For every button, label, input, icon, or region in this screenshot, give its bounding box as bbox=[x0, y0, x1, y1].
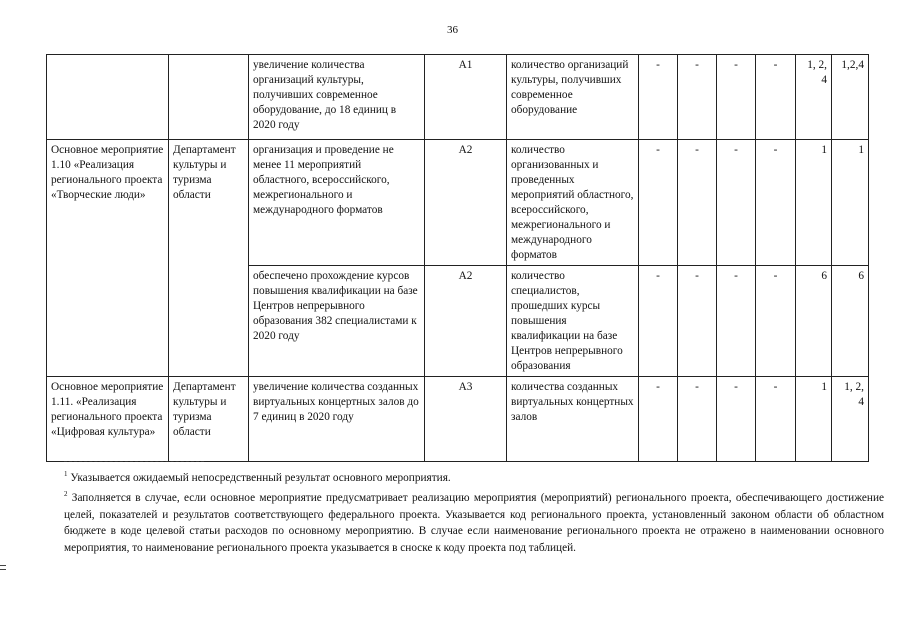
measure-name-cell bbox=[47, 55, 169, 140]
year-cell: - bbox=[639, 377, 678, 462]
value-cell: 1, 2, 4 bbox=[832, 377, 869, 462]
year-cell: - bbox=[717, 266, 756, 377]
project-code-cell: А2 bbox=[425, 266, 507, 377]
value-cell: 6 bbox=[796, 266, 832, 377]
year-cell: - bbox=[717, 377, 756, 462]
year-cell: - bbox=[639, 55, 678, 140]
measure-name-cell: Основное мероприятие 1.10 «Реализация регионального проекта «Творческие люди» bbox=[47, 140, 169, 377]
table-row bbox=[47, 140, 869, 266]
footnote-mark: 2 bbox=[64, 490, 68, 499]
indicator-cell: количество организаций культуры, получивших современное оборудование bbox=[507, 55, 639, 140]
table-row bbox=[47, 377, 869, 462]
result-cell: организация и проведение не менее 11 мероприятий областного, всероссийского, межрегионального и международного форматов bbox=[249, 140, 425, 266]
year-cell: - bbox=[678, 55, 717, 140]
year-cell: - bbox=[756, 140, 796, 266]
executor-cell: Департамент культуры и туризма области bbox=[169, 377, 249, 462]
measure-name-cell: Основное мероприятие 1.11. «Реализация регионального проекта «Цифровая культура» bbox=[47, 377, 169, 462]
result-cell: обеспечено прохождение курсов повышения квалификации на базе Центров непрерывного образования 382 специалистами к 2020 году bbox=[249, 266, 425, 377]
footnote-text: Заполняется в случае, если основное мероприятие предусматривает реализацию мероприятия (мероприятий) регионального проекта, обеспечивающего достижение целей, показателей и результатов соответствующего федерального проекта. Указывается код регионального проекта, установленный законом области об областном бюджете в коде целевой статьи расходов по основному мероприятию. В случае если наименование регионального проекта не отражено в наименовании основного мероприятия, то наименование регионального проекта указывается в сноске к коду проекта под таблицей. bbox=[64, 492, 884, 554]
result-cell: увеличение количества созданных виртуальных концертных залов до 7 единиц в 2020 году bbox=[249, 377, 425, 462]
year-cell: - bbox=[756, 377, 796, 462]
year-cell: - bbox=[678, 266, 717, 377]
year-cell: - bbox=[756, 55, 796, 140]
project-code-cell: А1 bbox=[425, 55, 507, 140]
year-cell: - bbox=[717, 140, 756, 266]
value-cell: 1,2,4 bbox=[832, 55, 869, 140]
measures-table bbox=[46, 54, 869, 462]
indicator-cell: количества созданных виртуальных концертных залов bbox=[507, 377, 639, 462]
indicator-cell: количество специалистов, прошедших курсы повышения квалификации на базе Центров непрерывного образования bbox=[507, 266, 639, 377]
footnote-text: Указывается ожидаемый непосредственный результат основного мероприятия. bbox=[70, 471, 451, 484]
year-cell: - bbox=[639, 266, 678, 377]
footnotes bbox=[64, 466, 884, 556]
scan-edge-mark bbox=[0, 565, 6, 566]
year-cell: - bbox=[756, 266, 796, 377]
year-cell: - bbox=[717, 55, 756, 140]
value-cell: 1 bbox=[832, 140, 869, 266]
result-cell: увеличение количества организаций культуры, получивших современное оборудование, до 18 единиц в 2020 году bbox=[249, 55, 425, 140]
value-cell: 1, 2, 4 bbox=[796, 55, 832, 140]
executor-cell bbox=[169, 55, 249, 140]
executor-cell: Департамент культуры и туризма области bbox=[169, 140, 249, 377]
value-cell: 1 bbox=[796, 377, 832, 462]
year-cell: - bbox=[678, 140, 717, 266]
project-code-cell: А3 bbox=[425, 377, 507, 462]
table-row bbox=[47, 55, 869, 140]
value-cell: 1 bbox=[796, 140, 832, 266]
value-cell: 6 bbox=[832, 266, 869, 377]
page-number: 36 bbox=[447, 24, 458, 36]
indicator-cell: количество организованных и проведенных мероприятий областного, всероссийского, межрегионального и международного форматов bbox=[507, 140, 639, 266]
footnote-separator bbox=[64, 461, 204, 462]
year-cell: - bbox=[678, 377, 717, 462]
project-code-cell: А2 bbox=[425, 140, 507, 266]
footnote-1 bbox=[64, 466, 884, 486]
year-cell: - bbox=[639, 140, 678, 266]
footnote-mark: 1 bbox=[64, 470, 68, 478]
footnote-2 bbox=[64, 486, 884, 556]
